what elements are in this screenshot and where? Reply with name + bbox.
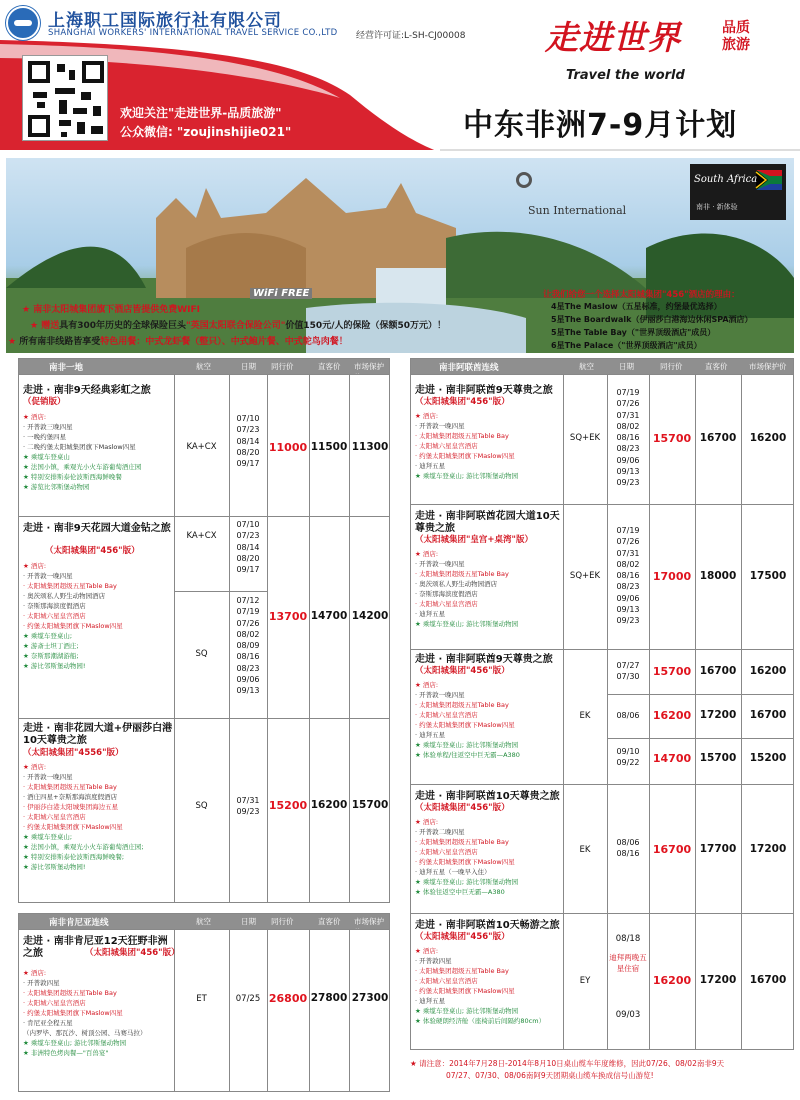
footnote-line: 07/27、07/30、08/06南阿9天团期桌山缆车换成信号山游览!	[446, 1071, 654, 1080]
col-direct-price: 直客价	[705, 362, 728, 371]
market-price: 14200	[351, 610, 389, 622]
date-item: 09/06	[616, 593, 640, 603]
feature-item: ★ 乘缆车登桌山	[23, 453, 70, 461]
peer-price: 26800	[268, 992, 308, 1005]
feature-item: · 约堡太阳城集团旗下Maslow四星	[23, 1009, 123, 1017]
feature-item: ★ 乘缆车登桌山; 游比邻斯堡动物园	[415, 620, 519, 628]
tour-edition: （太阳城集团"456"版）	[415, 803, 510, 813]
feature-item: ★ 酒店:	[23, 763, 47, 771]
tour-edition: （太阳城集团"皇宫+桌湾"版）	[415, 535, 533, 545]
date-item: 09/23	[616, 616, 640, 626]
table-row	[19, 718, 390, 903]
date-item: 09/06	[616, 455, 640, 465]
departure-dates	[607, 837, 649, 860]
date-item: 09/13	[616, 467, 640, 477]
tour-features	[23, 412, 141, 492]
feature-item: · 迪拜五星	[415, 731, 446, 739]
direct-price: 16700	[699, 665, 737, 677]
table-row	[411, 504, 794, 649]
departure-date: 07/25	[235, 994, 261, 1004]
airline: EK	[579, 845, 591, 855]
date-item: 07/23	[236, 425, 260, 435]
table-header	[19, 359, 390, 382]
feature-item: ★ 奈斯那潮湖游船;	[23, 652, 79, 660]
feature-item: ★ 酒店:	[415, 818, 439, 826]
follow-text: 欢迎关注"走进世界-品质旅游"	[120, 106, 282, 120]
date-item: 09/10	[616, 747, 640, 756]
feature-item: · 迪拜五星（一晚早入住）	[415, 868, 491, 876]
date-item: 07/23	[236, 531, 260, 541]
col-date: 日期	[619, 362, 634, 371]
company-logo-icon	[6, 6, 40, 40]
date-item: 07/10	[236, 520, 260, 529]
airline: KA+CX	[186, 531, 217, 541]
col-market-price: 市场保护价	[749, 362, 787, 371]
feature-item: · 太阳城六星皇宫酒店	[415, 848, 478, 856]
feature-item: · 伊丽莎白港太阳城集团海边五星	[23, 803, 119, 811]
feature-item: · 约堡太阳城集团旗下Maslow四星	[415, 858, 515, 866]
tour-features	[415, 549, 518, 629]
airline: EK	[579, 711, 591, 721]
peer-price: 16200	[652, 709, 692, 722]
col-direct-price: 直客价	[318, 362, 341, 371]
date-item: 09/13	[236, 686, 260, 696]
feature-item: · 迪拜五星	[415, 997, 446, 1005]
feature-item: ★ 特别安排斯泰伦波斯西海鲜晚餐	[23, 473, 122, 481]
company-name-cn: 上海职工国际旅行社有限公司	[48, 11, 282, 31]
license-number: 经营许可证:L-SH-CJ00008	[356, 31, 466, 41]
date-item: 07/19	[616, 526, 640, 535]
feature-item: ★ 酒店:	[23, 413, 47, 421]
tour-title: 走进 · 南非阿联酋10天畅游之旅	[415, 920, 560, 931]
airline: SQ+EK	[569, 433, 601, 443]
direct-price: 17200	[699, 974, 737, 986]
section-title: 南非肯尼亚连线	[49, 918, 109, 928]
plan-title: 中东非洲7-9月计划	[463, 108, 738, 143]
date-item: 07/19	[236, 607, 260, 617]
col-market-price: 市场保护价	[354, 362, 384, 382]
feature-item: · 太阳城集团超级五星Table Bay	[415, 570, 509, 578]
banner-line-wifi: ★ 南非太阳城集团旗下酒店皆提供免费WIFI	[22, 305, 200, 315]
feature-item: ★ 体验往返空中巨无霸—A380	[415, 888, 505, 896]
feature-item: · 太阳城集团超级五星Table Bay	[415, 701, 509, 709]
feature-item: · 开普敦一晚四星	[23, 572, 73, 580]
departure-dates	[229, 413, 267, 469]
table-row	[411, 784, 794, 913]
feature-item: · 开普敦三晚四星	[23, 423, 73, 431]
direct-price: 11500	[310, 441, 348, 453]
date-item: 08/23	[616, 582, 640, 592]
feature-item: ★ 乘缆车登桌山; 游比邻斯堡动物园	[415, 472, 519, 480]
date-item: 07/27	[616, 661, 640, 670]
feature-item: · 太阳城六星皇宫酒店	[415, 977, 478, 985]
departure-dates	[229, 795, 267, 818]
feature-item: ★ 乘缆车登桌山; 游比邻斯堡动物园	[415, 1007, 519, 1015]
feature-item: ★ 乘缆车登桌山; 游比邻斯堡动物园	[415, 878, 519, 886]
date-item: 09/23	[616, 478, 640, 488]
airline: SQ	[195, 801, 208, 811]
feature-item: · 约堡太阳城集团旗下Maslow四星	[415, 987, 515, 995]
feature-item: ★ 体验硬朗经济舱（座椅前后间隔约80cm）	[415, 1017, 546, 1025]
feature-item: · 约堡太阳城集团旗下Maslow四星	[415, 721, 515, 729]
stay-note: 迪拜两晚五星住宿	[609, 953, 647, 973]
market-price: 11300	[351, 441, 389, 453]
market-price: 16200	[749, 432, 787, 444]
peer-price: 14700	[652, 752, 692, 765]
table-header	[19, 914, 390, 937]
col-peer-price: 同行价	[271, 362, 294, 371]
departure-date: 09/03	[615, 1010, 641, 1020]
hotel-reason: 6星The Palace（"世界顶级酒店"成员）	[551, 341, 702, 350]
south-africa-table	[18, 358, 390, 903]
feature-item: · 太阳城六星皇宫酒店	[23, 813, 86, 821]
feature-item: · 开普敦一晚四星	[415, 422, 465, 430]
col-peer-price: 同行价	[271, 917, 294, 926]
table-row	[19, 374, 390, 516]
tour-edition: （太阳城集团"456"版）	[415, 666, 510, 676]
footnote-line: ★ 请注意：2014年7月28日-2014年8月10日桌山缆车年度维修，因此07/26、08/02南非9天	[410, 1059, 725, 1068]
departure-dates	[607, 746, 649, 769]
feature-item: ★ 特别安排斯泰伦波斯西海鲜晚餐;	[23, 853, 125, 861]
feature-item: ★ 法国小镇，乘观光小火车游葡萄酒庄园	[23, 463, 142, 471]
date-item: 07/31	[616, 548, 640, 558]
tour-features	[415, 680, 520, 760]
table-header	[411, 359, 794, 374]
kenya-table	[18, 913, 390, 1092]
feature-item: · 太阳城集团超级五星Table Bay	[23, 783, 117, 791]
peer-price: 15200	[268, 799, 308, 812]
col-direct-price: 直客价	[318, 917, 341, 926]
date-item: 08/02	[236, 629, 260, 639]
table-row	[19, 929, 390, 1092]
date-item: 09/06	[236, 675, 260, 685]
feature-item: · 太阳城六星皇宫酒店	[415, 711, 478, 719]
wifi-free-badge: WiFi FREE	[250, 288, 312, 299]
market-price: 15200	[749, 752, 787, 764]
date-item: 09/13	[616, 605, 640, 615]
departure-date: 08/18	[615, 934, 641, 944]
feature-item: ★ 游比邻斯堡动物园!	[23, 662, 86, 670]
feature-item: · 开普敦一晚四星	[23, 773, 73, 781]
col-airline: 航空	[579, 362, 594, 371]
date-item: 08/16	[616, 571, 640, 581]
feature-item: · 太阳城六星皇宫酒店	[415, 442, 478, 450]
feature-item: · 奈斯那海滨度假酒店	[415, 590, 478, 598]
hotel-reason: 5星The Table Bay（"世界顶级酒店"成员）	[551, 328, 716, 337]
feature-item: ★ 乘缆车登桌山; 游比邻斯堡动物园	[415, 741, 519, 749]
tour-title: 走进 · 南非阿联酋花园大道10天尊贵之旅	[415, 511, 560, 534]
tour-edition: （太阳城集团"456"版）	[415, 397, 510, 407]
peer-price: 15700	[652, 432, 692, 445]
airline: ET	[196, 994, 207, 1004]
header	[0, 0, 800, 158]
market-price: 17200	[749, 843, 787, 855]
date-item: 07/10	[236, 414, 260, 423]
tour-edition: （促销版）	[23, 397, 66, 407]
feature-item: · 开普敦一晚四星	[415, 691, 465, 699]
date-item: 07/12	[236, 596, 260, 605]
departure-dates	[607, 710, 649, 721]
tour-title: 走进 · 南非肯尼亚12天狂野非洲之旅	[23, 936, 168, 959]
feature-item: · 奈斯那海滨度假酒店	[23, 602, 86, 610]
peer-price: 16700	[652, 843, 692, 856]
feature-item: ★ 酒店:	[415, 947, 439, 955]
section-title: 南非阿联酋连线	[439, 363, 499, 373]
feature-item: （内罗毕、那瓦沙、树顶公园、马赛马拉）	[23, 1029, 147, 1037]
feature-item: ★ 酒店:	[23, 562, 47, 570]
table-row	[411, 649, 794, 784]
feature-item: ★ 酒店:	[23, 969, 47, 977]
feature-item: ★ 游览比邻斯堡动物园	[23, 483, 90, 491]
date-item: 08/16	[236, 652, 260, 662]
feature-item: ★ 体验单程/往返空中巨无霸—A380	[415, 751, 520, 759]
tour-edition: （太阳城集团"456"版）	[85, 948, 180, 958]
tour-edition: （太阳城集团"456"版）	[415, 932, 510, 942]
tour-features	[23, 762, 144, 872]
col-market-price: 市场保护价	[354, 917, 384, 937]
feature-item: · 开普敦一晚四星	[415, 560, 465, 568]
brand-slogan: Travel the world	[566, 68, 685, 83]
feature-item: ★ 非洲特色烤肉餐—"百兽宴"	[23, 1049, 109, 1057]
feature-item: · 太阳城集团超级五星Table Bay	[23, 989, 117, 997]
departure-dates	[229, 595, 267, 697]
airline: KA+CX	[186, 442, 217, 452]
feature-item: · 开普敦二晚四星	[415, 828, 465, 836]
feature-item: · 太阳城集团超级五星Table Bay	[415, 967, 509, 975]
direct-price: 18000	[699, 570, 737, 582]
direct-price: 14700	[310, 610, 348, 622]
uae-table	[410, 358, 794, 1050]
date-item: 08/06	[616, 711, 640, 720]
col-airline: 航空	[196, 917, 211, 926]
feature-item: ★ 酒店:	[415, 412, 439, 420]
col-airline: 航空	[196, 362, 211, 371]
direct-price: 16700	[699, 432, 737, 444]
market-price: 16700	[749, 709, 787, 721]
departure-dates	[607, 660, 649, 683]
date-item: 07/31	[616, 410, 640, 420]
peer-price: 16200	[652, 974, 692, 987]
airline: SQ	[195, 649, 208, 659]
hotel-reason: 5星The Boardwalk（伊丽莎白港海边休闲SPA酒店）	[551, 315, 753, 324]
date-item: 08/20	[236, 447, 260, 457]
date-item: 08/14	[236, 542, 260, 552]
sun-international-logo-icon	[516, 172, 532, 188]
peer-price: 13700	[268, 610, 308, 623]
feature-item: · 奥茨颂私人野生动物园酒店	[23, 592, 106, 600]
banner-line-insurance: ★ 赠送具有300年历史的全球保险巨头"英国太阳联合保险公司"价值150元/人的保险（保额50万元）！	[30, 321, 447, 331]
col-date: 日期	[241, 917, 256, 926]
col-peer-price: 同行价	[660, 362, 683, 371]
col-date: 日期	[241, 362, 256, 371]
feature-item: · 奥茨颂私人野生动物园酒店	[415, 580, 498, 588]
hotel-reason: 4星The Maslow（五星标准，约堡最优选择）	[551, 302, 722, 311]
feature-item: ★ 乘缆车登桌山;	[23, 833, 73, 841]
market-price: 27300	[351, 992, 389, 1004]
section-title: 南非一地	[49, 363, 84, 373]
tour-title: 走进 · 南非阿联酋9天尊贵之旅	[415, 385, 553, 396]
tour-features	[415, 817, 518, 897]
peer-price: 15700	[652, 665, 692, 678]
brand-tagline: 品质旅游	[722, 20, 750, 53]
feature-item: · 一晚约堡四星	[23, 433, 67, 441]
date-item: 09/23	[236, 807, 260, 817]
feature-item: ★ 法国小镇，乘观光小火车游葡萄酒庄园;	[23, 843, 144, 851]
feature-item: · 太阳城六星皇宫酒店	[415, 600, 478, 608]
direct-price: 17200	[699, 709, 737, 721]
table-row	[411, 374, 794, 504]
feature-item: · 二晚约堡太阳城集团旗下Maslow四星	[23, 443, 136, 451]
direct-price: 17700	[699, 843, 737, 855]
south-africa-label: South Africa	[694, 174, 758, 185]
market-price: 16200	[749, 665, 787, 677]
date-item: 07/26	[236, 618, 260, 628]
market-price: 17500	[749, 570, 787, 582]
departure-dates	[607, 525, 649, 627]
peer-price: 11000	[268, 441, 308, 454]
direct-price: 27800	[310, 992, 348, 1004]
airline: SQ+EK	[569, 571, 601, 581]
table-row	[19, 516, 390, 718]
banner-line-meals: ★ 所有南非线路皆享受特色用餐：中式龙虾餐（整只）、中式鲍片餐、中式鸵鸟肉餐！	[8, 337, 348, 347]
tour-title: 走进 · 南非9天经典彩虹之旅	[23, 385, 151, 396]
sun-international-label: Sun International	[528, 204, 627, 217]
departure-dates	[229, 519, 267, 575]
feature-item: ★ 乘缆车登桌山;	[23, 632, 73, 640]
date-item: 08/02	[616, 421, 640, 431]
peer-price: 17000	[652, 570, 692, 583]
date-item: 08/16	[616, 433, 640, 443]
footnote	[410, 1058, 794, 1082]
brand-title: 走进世界	[545, 18, 681, 57]
date-item: 08/06	[616, 838, 640, 847]
tour-title: 走进 · 南非9天花园大道金钻之旅	[23, 523, 171, 534]
date-item: 09/17	[236, 459, 260, 469]
tour-features	[415, 946, 545, 1026]
direct-price: 15700	[699, 752, 737, 764]
date-item: 08/14	[236, 436, 260, 446]
feature-item: ★ 酒店:	[415, 550, 439, 558]
date-item: 08/16	[616, 849, 640, 859]
feature-item: · 太阳城六星皇宫酒店	[23, 999, 86, 1007]
date-item: 07/19	[616, 388, 640, 397]
feature-item: · 开普敦四星	[415, 957, 452, 965]
tour-title: 走进 · 南非阿联酋9天尊贵之旅	[415, 654, 553, 665]
feature-item: · 酒庄四星+奈斯那海滨度假酒店	[23, 793, 118, 801]
feature-item: · 开普敦四星	[23, 979, 60, 987]
date-item: 09/22	[616, 758, 640, 768]
south-africa-sub: 南非 · 新体验	[696, 203, 738, 211]
tour-title: 走进 · 南非阿联酋10天尊贵之旅	[415, 791, 560, 802]
date-item: 07/26	[616, 399, 640, 409]
feature-item: · 迪拜五星	[415, 610, 446, 618]
feature-item: · 太阳城集团超级五星Table Bay	[415, 432, 509, 440]
tour-title: 走进 · 南非花园大道+伊丽莎白港10天尊贵之旅	[23, 723, 173, 746]
tour-features	[415, 411, 518, 481]
feature-item: · 迪拜五星	[415, 462, 446, 470]
wechat-account: 公众微信: "zoujinshijie021"	[120, 125, 292, 139]
tour-edition: （太阳城集团"4556"版）	[23, 748, 124, 758]
date-item: 07/30	[616, 672, 640, 682]
departure-dates	[607, 387, 649, 489]
feature-item: · 太阳城六星皇宫酒店	[23, 612, 86, 620]
table-row	[411, 913, 794, 1050]
date-item: 08/23	[616, 444, 640, 454]
date-item: 07/26	[616, 537, 640, 547]
tour-features	[23, 968, 147, 1058]
date-item: 08/02	[616, 559, 640, 569]
feature-item: ★ 游比邻斯堡动物园!	[23, 863, 86, 871]
feature-item: · 肯尼亚全程五星	[23, 1019, 73, 1027]
feature-item: · 约堡太阳城集团旗下Maslow四星	[415, 452, 515, 460]
tour-features	[23, 561, 123, 671]
feature-item: ★ 游斎士坦丁酒庄;	[23, 642, 79, 650]
date-item: 07/31	[236, 796, 260, 805]
feature-item: · 太阳城集团超级五星Table Bay	[23, 582, 117, 590]
company-name-en: SHANGHAI WORKERS' INTERNATIONAL TRAVEL SERVICE CO.,LTD	[48, 28, 338, 38]
date-item: 09/17	[236, 565, 260, 575]
date-item: 08/23	[236, 663, 260, 673]
feature-item: ★ 酒店:	[415, 681, 439, 689]
feature-item: · 约堡太阳城集团旗下Maslow四星	[23, 622, 123, 630]
market-price: 16700	[749, 974, 787, 986]
direct-price: 16200	[310, 799, 348, 811]
date-item: 08/20	[236, 553, 260, 563]
hotel-reason-title: 让我们给您一个选择太阳城集团"456"酒店的理由：	[543, 290, 740, 300]
qr-code-icon	[22, 55, 108, 141]
feature-item: ★ 乘缆车登桌山; 游比邻斯堡动物园	[23, 1039, 127, 1047]
date-item: 08/09	[236, 641, 260, 651]
tour-edition: （太阳城集团"456"版）	[45, 546, 140, 556]
feature-item: · 约堡太阳城集团旗下Maslow四星	[23, 823, 123, 831]
feature-item: · 太阳城集团超级五星Table Bay	[415, 838, 509, 846]
airline: EY	[579, 976, 591, 986]
market-price: 15700	[351, 799, 389, 811]
